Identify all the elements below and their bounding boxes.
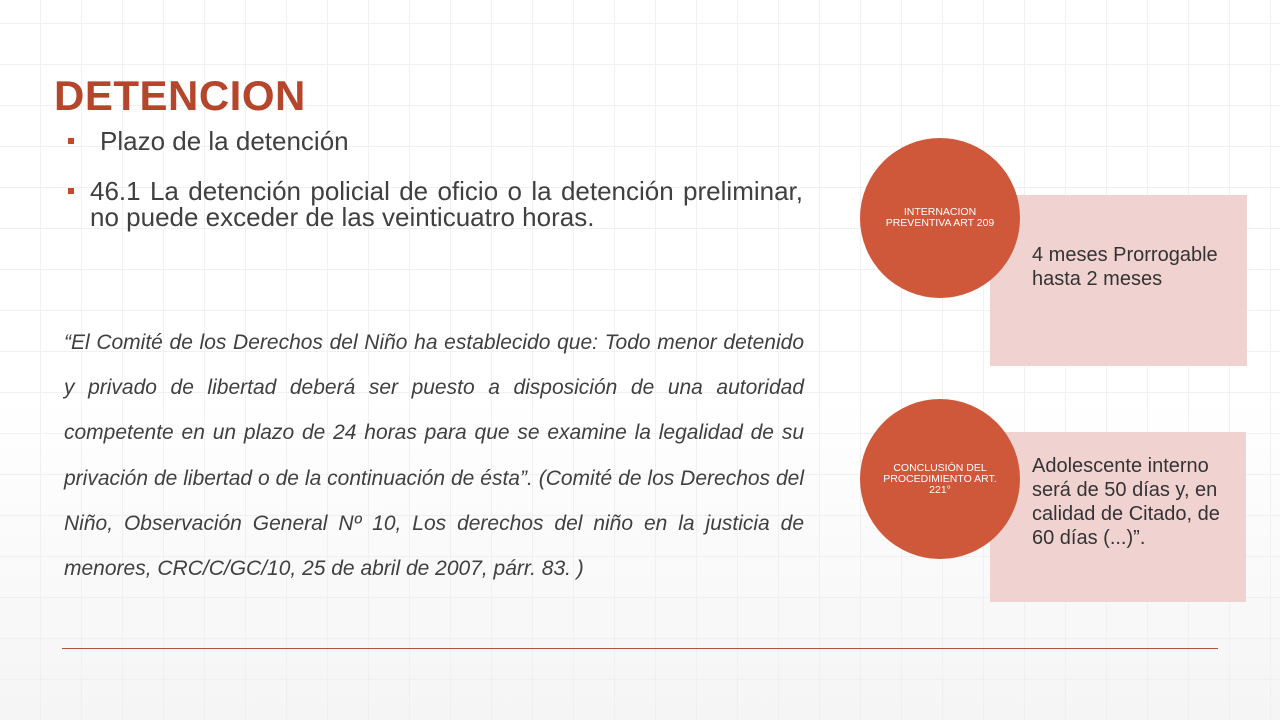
slide-title: DETENCION: [54, 72, 306, 119]
info-box-internacion: [990, 195, 1247, 366]
circle-label-conclusion: [860, 399, 1020, 559]
quote-paragraph: “El Comité de los Derechos del Niño ha establecido que: Todo menor detenido y privado de libertad deberá ser puesto a disposición de una autoridad competente en un plazo de 24 horas para que se examine la legalidad de su privación de libertad o de la continuación de ésta”. (Comité de los Derechos del Niño, Observación General Nº 10, Los derechos del niño en la justicia de menores, CRC/C/GC/10, 25 de abril de 2007, párr. 83. ): [64, 331, 804, 581]
square-bullet-icon: [68, 188, 74, 194]
circle-label-internacion: [860, 138, 1020, 298]
bullet-text: Plazo de la detención: [100, 126, 349, 156]
circle-label-text: CONCLUSIÓN DEL PROCEDIMIENTO ART. 221°: [883, 461, 997, 496]
bullet-item: [68, 178, 803, 230]
square-bullet-icon: [68, 138, 74, 144]
footer-divider: [62, 648, 1218, 649]
bullet-item: [68, 128, 803, 154]
bullet-text: 46.1 La detención policial de oficio o la detención preliminar, no puede exceder de las veinticuatro horas.: [90, 176, 803, 232]
info-box-conclusion: [990, 432, 1246, 602]
circle-label-text: INTERNACION PREVENTIVA ART 209: [885, 206, 995, 229]
info-box-text: Adolescente interno será de 50 días y, en calidad de Citado, de 60 días (...)”.: [1032, 455, 1220, 549]
info-box-text: 4 meses Prorrogable hasta 2 meses: [1032, 244, 1218, 290]
